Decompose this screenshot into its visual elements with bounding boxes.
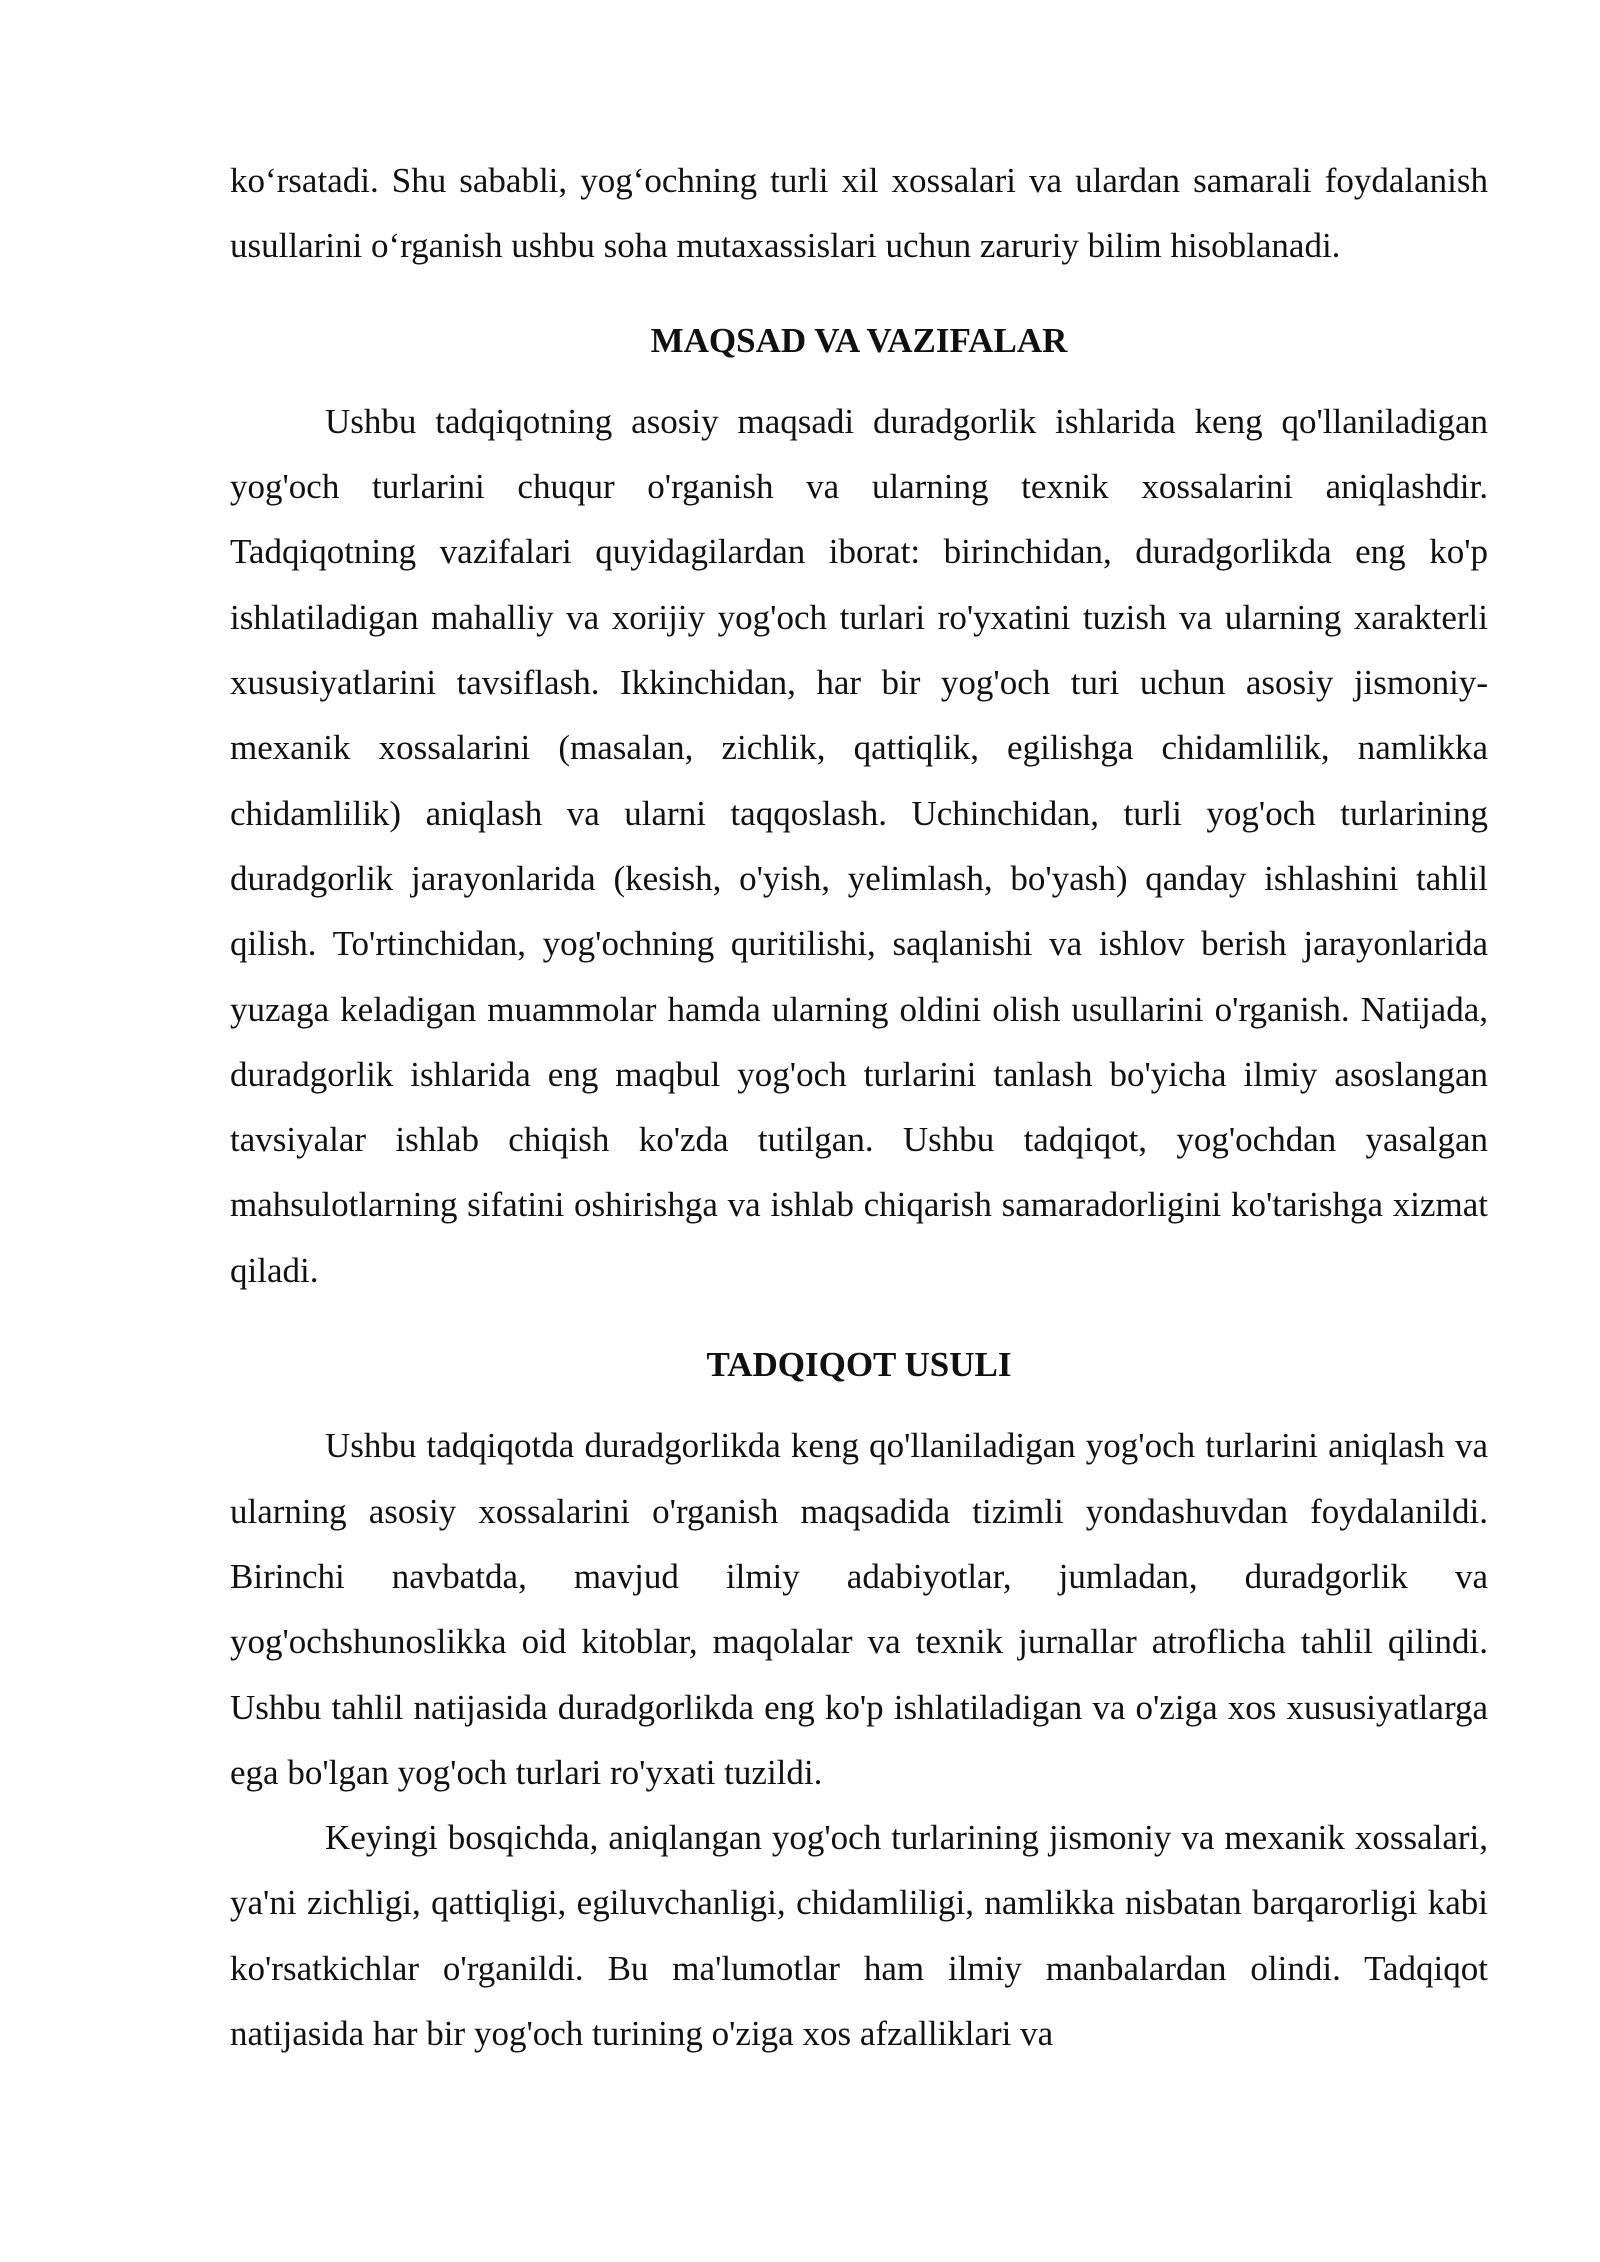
document-page [230,148,1488,2066]
heading-maqsad-va-vazifalar: MAQSAD VA VAZIFALAR [650,320,1068,360]
heading-tadqiqot-usuli: TADQIQOT USULI [706,1345,1012,1385]
intro-paragraph-end: ko‘rsatadi. Shu sababli, yog‘ochning turli xil xossalari va ulardan samarali foydalanish usullarini o‘rganish ushbu soha mutaxassislari uchun zaruriy bilim hisoblanadi. [230,161,1488,266]
usul-paragraph-2: Keyingi bosqichda, aniqlangan yog'och turlarining jismoniy va mexanik xossalari, ya'ni zichligi, qattiqligi, egiluvchanligi, chidamliligi, namlikka nisbatan barqarorligi kabi ko'rsatkichlar o'rganildi. Bu ma'lumotlar ham ilmiy manbalardan olindi. Tadqiqot natijasida har bir yog'och turining o'ziga xos afzalliklari va [230,1818,1488,2054]
spacer [230,279,1488,308]
maqsad-paragraph: Ushbu tadqiqotning asosiy maqsadi duradgorlik ishlarida keng qo'llaniladigan yog'och turlarini chuqur o'rganish va ularning texnik xossalarini aniqlashdir. Tadqiqotning vazifalari quyidagilardan iborat: birinchidan, duradgorlikda eng ko'p ishlatiladigan mahalliy va xorijiy yog'och turlari ro'yxatini tuzish va ularning xarakterli xususiyatlarini tavsiflash. Ikkinchidan, har bir yog'och turi uchun asosiy jismoniy-mexanik xossalarini (masalan, zichlik, qattiqlik, egilishga chidamlilik, namlikka chidamlilik) aniqlash va ularni taqqoslash. Uchinchidan, turli yog'och turlarining duradgorlik jarayonlarida (kesish, o'yish, yelimlash, bo'yash) qanday ishlashini tahlil qilish. To'rtinchidan, yog'ochning quritilishi, saqlanishi va ishlov berish jarayonlarida yuzaga keladigan muammolar hamda ularning oldini olish usullarini o'rganish. Natijada, duradgorlik ishlarida eng maqbul yog'och turlarini tanlash bo'yicha ilmiy asoslangan tavsiyalar ishlab chiqish ko'zda tutilgan. Ushbu tadqiqot, yog'ochdan yasalgan mahsulotlarning sifatini oshirishga va ishlab chiqarish samaradorligini ko'tarishga xizmat qiladi. [230,401,1488,1290]
usul-paragraph-1: Ushbu tadqiqotda duradgorlikda keng qo'llaniladigan yog'och turlarini aniqlash va ularning asosiy xossalarini o'rganish maqsadida tizimli yondashuvdan foydalanildi. Birinchi navbatda, mavjud ilmiy adabiyotlar, jumladan, duradgorlik va yog'ochshunoslikka oid kitoblar, maqolalar va texnik jurnallar atroflicha tahlil qilindi. Ushbu tahlil natijasida duradgorlikda eng ko'p ishlatiladigan va o'ziga xos xususiyatlarga ega bo'lgan yog'och turlari ro'yxati tuzildi. [230,1426,1488,1792]
spacer [230,373,1488,389]
spacer [230,1397,1488,1413]
spacer [230,1303,1488,1332]
